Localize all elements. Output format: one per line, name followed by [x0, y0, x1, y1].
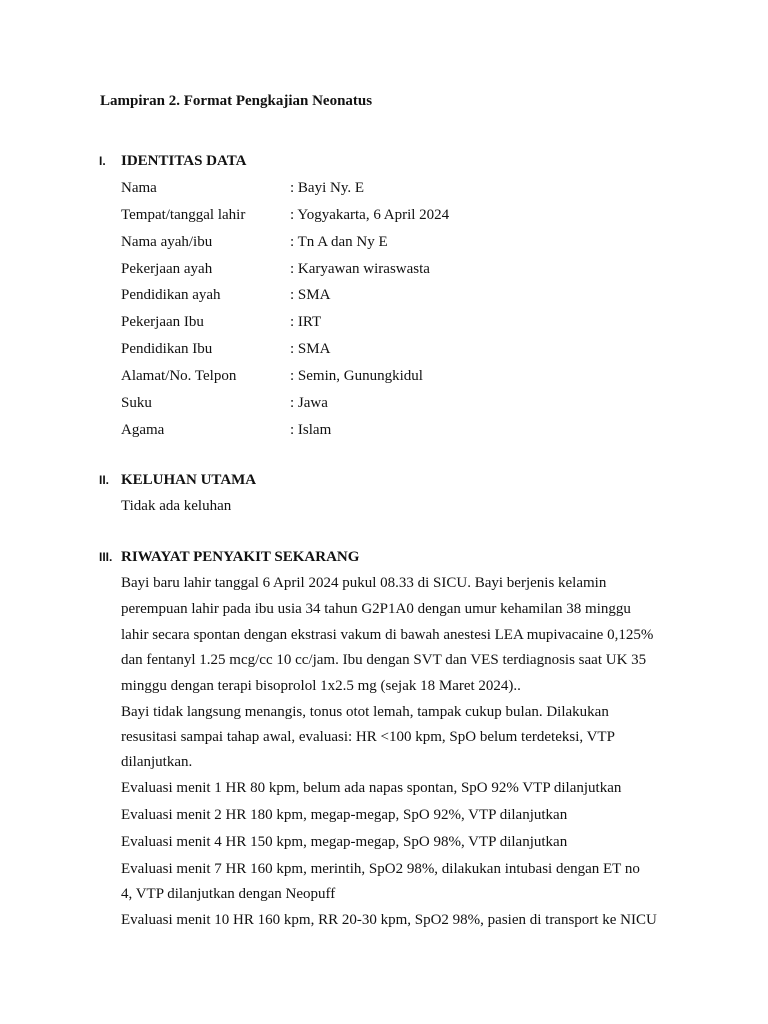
paragraph-line: lahir secara spontan dengan ekstrasi vakum di bawah anestesi LEA mupivacaine 0,125% — [121, 627, 654, 643]
paragraph-line: Evaluasi menit 1 HR 80 kpm, belum ada napas spontan, SpO 92% VTP dilanjutkan — [121, 780, 622, 796]
document-title: Lampiran 2. Format Pengkajian Neonatus — [100, 93, 373, 109]
identity-value: : SMA — [290, 341, 331, 357]
identity-value: : Tn A dan Ny E — [290, 234, 388, 250]
section-number: I. — [99, 154, 106, 168]
paragraph-line: Tidak ada keluhan — [121, 498, 232, 514]
paragraph-line: Bayi tidak langsung menangis, tonus otot lemah, tampak cukup bulan. Dilakukan — [121, 704, 609, 720]
identity-value: : Bayi Ny. E — [290, 180, 365, 196]
paragraph-line: perempuan lahir pada ibu usia 34 tahun G2P1A0 dengan umur kehamilan 38 minggu — [121, 601, 631, 617]
section-title: KELUHAN UTAMA — [121, 472, 257, 488]
identity-label: Tempat/tanggal lahir — [121, 207, 246, 223]
paragraph-line: dan fentanyl 1.25 mcg/cc 10 cc/jam. Ibu dengan SVT dan VES terdiagnosis saat UK 35 — [121, 652, 647, 668]
identity-label: Alamat/No. Telpon — [121, 368, 237, 384]
paragraph-line: dilanjutkan. — [121, 754, 193, 770]
paragraph-line: resusitasi sampai tahap awal, evaluasi: HR <100 kpm, SpO belum terdeteksi, VTP — [121, 729, 615, 745]
identity-label: Nama ayah/ibu — [121, 234, 213, 250]
identity-value: : Karyawan wiraswasta — [290, 261, 430, 277]
identity-value: : Islam — [290, 422, 332, 438]
paragraph-line: Evaluasi menit 2 HR 180 kpm, megap-megap, SpO 92%, VTP dilanjutkan — [121, 807, 568, 823]
identity-value: : IRT — [290, 314, 322, 330]
identity-label: Agama — [121, 422, 165, 438]
identity-value: : Semin, Gunungkidul — [290, 368, 423, 384]
section-title: RIWAYAT PENYAKIT SEKARANG — [121, 549, 360, 565]
identity-label: Nama — [121, 180, 157, 196]
section-number: III. — [99, 550, 113, 564]
paragraph-line: Bayi baru lahir tanggal 6 April 2024 pukul 08.33 di SICU. Bayi berjenis kelamin — [121, 575, 607, 591]
paragraph-line: Evaluasi menit 10 HR 160 kpm, RR 20-30 kpm, SpO2 98%, pasien di transport ke NICU — [121, 912, 657, 928]
section-number: II. — [99, 473, 110, 487]
paragraph-line: 4, VTP dilanjutkan dengan Neopuff — [121, 886, 336, 902]
identity-label: Pekerjaan ayah — [121, 261, 213, 277]
identity-label: Pendidikan Ibu — [121, 341, 213, 357]
identity-value: : Jawa — [290, 395, 328, 411]
section-title: IDENTITAS DATA — [121, 153, 247, 169]
identity-label: Pekerjaan Ibu — [121, 314, 204, 330]
identity-value: : Yogyakarta, 6 April 2024 — [290, 207, 450, 223]
identity-label: Suku — [121, 395, 152, 411]
paragraph-line: Evaluasi menit 4 HR 150 kpm, megap-megap, SpO 98%, VTP dilanjutkan — [121, 834, 568, 850]
paragraph-line: minggu dengan terapi bisoprolol 1x2.5 mg (sejak 18 Maret 2024).. — [121, 678, 521, 694]
paragraph-line: Evaluasi menit 7 HR 160 kpm, merintih, SpO2 98%, dilakukan intubasi dengan ET no — [121, 861, 640, 877]
identity-value: : SMA — [290, 287, 331, 303]
identity-label: Pendidikan ayah — [121, 287, 221, 303]
